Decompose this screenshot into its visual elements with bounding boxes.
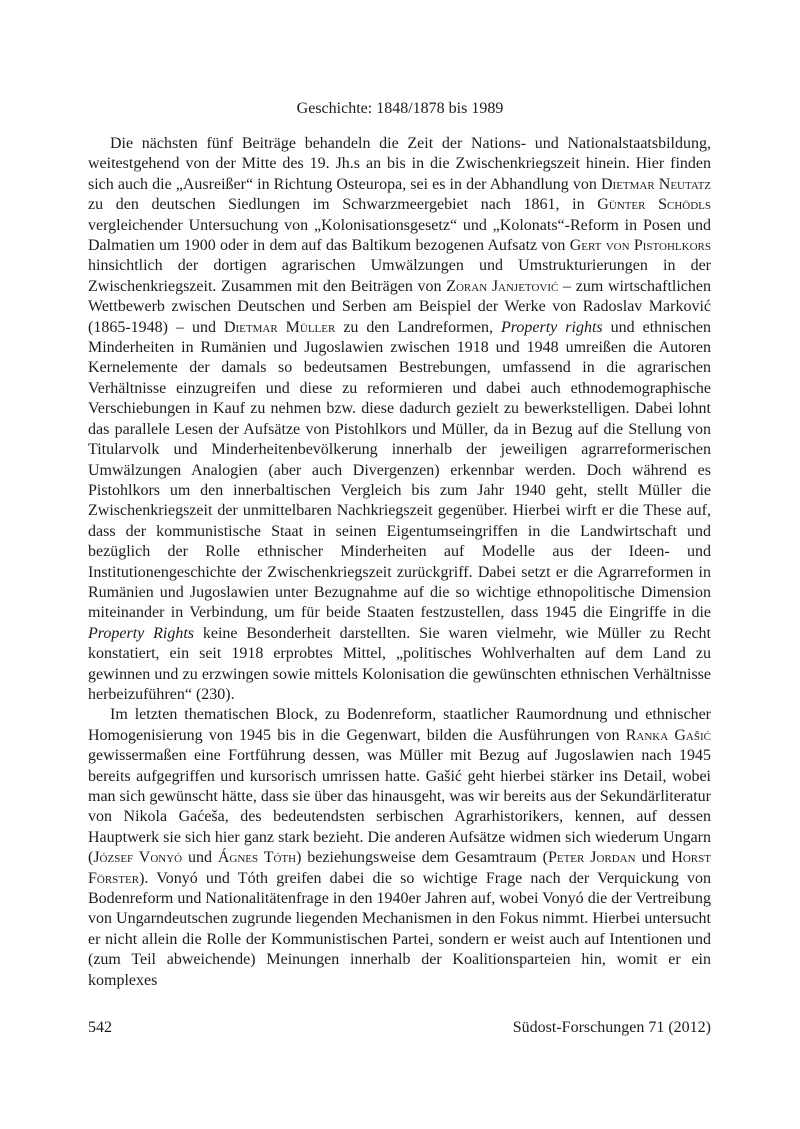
italic-term: Property rights — [501, 318, 603, 336]
author-name: Gert von Pistohlkors — [569, 237, 711, 255]
text-run: und — [182, 849, 218, 867]
author-name: Dietmar Neutatz — [600, 175, 712, 193]
paragraph-1 — [88, 134, 711, 705]
text-run: zu den Landreformen, — [335, 318, 501, 336]
text-run: gewissermaßen eine Fortführung dessen, was Müller mit Bezug auf Jugoslawien nach 1945 bereits aufgegriffen und kursorisch umrissen hatte. Gašić geht hierbei stärker ins Detail, wobei man sich gewünscht hätte, dass sie über das hinausgeht, was wir bereits aus der Sekundärliteratur von Nikola Gaćeša, des bedeutendsten serbischen Agrarhistorikers, kennen, auf dessen Hauptwerk sie sich hier ganz stark bezieht. Die anderen Aufsätze widmen sich wiederum Ungarn ( — [88, 747, 711, 867]
author-name: Günter Schödls — [597, 196, 712, 214]
author-name: Horst Förster — [88, 849, 711, 887]
running-head: Geschichte: 1848/1878 bis 1989 — [296, 100, 504, 117]
page-number: 542 — [88, 1019, 112, 1036]
text-run: – zum wirtschaftlichen Wettbewerb zwischen Deutschen und Serben am Beispiel der Werke von Radoslav Marković (1865-1948) – und — [88, 277, 712, 336]
text-run: Im letzten thematischen Block, zu Bodenreform, staatlicher Raumordnung und ethnischer Homogenisierung von 1945 bis in die Gegenwart, bilden die Ausführungen von — [88, 706, 711, 744]
italic-term: Property Rights — [88, 624, 195, 642]
text-run: Die nächsten fünf Beiträge behandeln die Zeit der Nations- und Nationalstaatsbildung, weitestgehend von der Mitte des 19. Jh.s an bis in die Zwischenkriegszeit hinein. Hier finden sich auch die „Ausreißer“ in Richtung Osteuropa, sei es in der Abhandlung von — [88, 135, 711, 193]
text-run: und ethnischen Minderheiten in Rumänien und Jugoslawien zwischen 1918 und 1948 umreißen die Autoren Kernelemente der damals so bedeutsamen Bestrebungen, umfassend in die agrarischen Verhältnisse einzugreifen und diese zu reformieren und dabei auch ethnodemographische Verschiebungen in Kauf zu nehmen bzw. diese dadurch gezielt zu bewerkstelligen. Dabei lohnt das parallele Lesen der Aufsätze von Pistohlkors und Müller, da in Bezug auf die Stellung von Titularvolk und Minderheitenbevölkerung innerhalb der jeweiligen agrarreformerischen Umwälzungen Analogien (aber auch Divergenzen) erkennbar werden. Doch während es Pistohlkors um den innerbaltischen Vergleich bis zum Jahr 1940 geht, stellt Müller die Zwischenkriegszeit der unmittelbaren Nachkriegszeit gegenüber. Hierbei wirft er die These auf, dass der kommunistische Staat in seinen Eigentumseingriffen in die Landwirtschaft und bezüglich der Rolle ethnischer Minderheiten auf Modelle aus der Ideen- und Institutionengeschichte der Zwischenkriegszeit zurückgriff. Dabei setzt er die Agrarreformen in Rumänien und Jugoslawien unter Bezugnahme auf die so wichtige ethnopolitische Dimension miteinander in Verbindung, um für beide Staaten festzustellen, dass 1945 die Eingriffe in die — [88, 318, 712, 622]
text-run: und — [635, 849, 672, 867]
paragraph-2 — [88, 705, 711, 991]
author-name: Peter Jordan — [547, 849, 636, 867]
author-name: Dietmar Müller — [223, 318, 336, 336]
journal-citation: Südost-Forschungen 71 (2012) — [512, 1019, 711, 1036]
author-name: Ranka Gašić — [625, 726, 711, 744]
author-name: Zoran Janjetović — [446, 277, 559, 295]
page-footer — [88, 1018, 711, 1038]
text-run: ) beziehungsweise dem Gesamtraum ( — [296, 849, 548, 867]
author-name: Ágnes Tóth — [217, 849, 297, 867]
text-run: hinsichtlich der dortigen agrarischen Umwälzungen und Umstrukturierungen in der Zwischenkriegszeit. Zusammen mit den Beiträgen von — [88, 257, 711, 295]
body-text — [88, 134, 711, 991]
text-run: zu den deutschen Siedlungen im Schwarzmeergebiet nach 1861, in — [88, 196, 598, 214]
text-run: vergleichender Untersuchung von „Kolonisationsgesetz“ und „Kolonats“-Reform in Posen und Dalmatien um 1900 oder in dem auf das Baltikum bezogenen Aufsatz von — [88, 216, 711, 255]
text-run: keine Besonderheit darstellten. Sie waren vielmehr, wie Müller zu Recht konstatiert, ein seit 1918 erprobtes Mittel, „politisches Wohlverhalten auf dem Land zu gewinnen und zu erzwingen sowie mittels Kolonisation die gewünschten ethnischen Verhältnisse herbeizuführen“ (230). — [88, 624, 711, 703]
author-name: József Vonyó — [93, 849, 183, 867]
text-run: ). Vonyó und Tóth greifen dabei die so wichtige Frage nach der Verquickung von Bodenreform und Nationalitätenfrage in den 1940er Jahren auf, wobei Vonyó die der Vertreibung von Ungarndeutschen zugrunde liegenden Mechanismen in den Fokus nimmt. Hierbei untersucht er nicht allein die Rolle der Kommunistischen Partei, sondern er weist auch auf Intentionen und (zum Teil abweichende) Meinungen innerhalb der Koalitionsparteien hin, womit er ein komplexes — [88, 869, 711, 989]
